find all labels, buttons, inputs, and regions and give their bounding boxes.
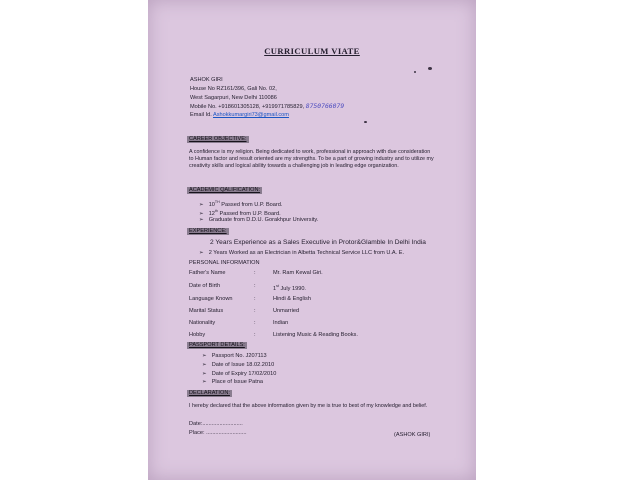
declaration-text: I hereby declared that the above information given by me is true to best of my knowledge and belief. [189,403,428,409]
address-line-2: West Sagarpuri, New Delhi 110086 [190,95,277,101]
experience-heading: EXPERIENCE: [189,228,227,234]
date-line: Date:.......................... [189,421,243,427]
arrow-bullet-icon: ➢ [199,210,204,217]
ink-smudge [428,67,432,70]
career-objective-text: A confidence is my religion. Being dedicated to work, professional in approach with due consideration to Human factor and result oriented are my strengths. To be a part of growing industry and to utilize my creativity skills and logical ability towards a challenging job in leading edge organization. [189,149,434,170]
passport-item: ➢ Passport No. J207113 [202,353,267,359]
mobile-line [190,103,344,111]
document-title: CURRICULUM VIATE [264,46,360,56]
email-label: Email Id. [190,112,212,118]
personal-row: Father's Name : Mr. Ram Kewal Giri. [189,270,323,276]
ink-smudge [364,121,367,123]
arrow-bullet-icon: ➢ [202,353,207,359]
arrow-bullet-icon: ➢ [199,201,204,208]
arrow-bullet-icon: ➢ [202,362,207,368]
resume-page [148,0,476,480]
place-line: Place: .......................... [189,430,247,436]
academic-item: ➢ 10TH Passed from U.P. Board. [199,200,283,208]
ink-smudge [414,71,416,73]
passport-item: ➢ Date of Expiry 17/02/2010 [202,371,277,377]
mobile-numbers: Mobile No. +918601305128, +919971785829, [190,104,305,110]
email-link[interactable]: Ashokkumargiri73@gmail.com [213,112,289,118]
arrow-bullet-icon: ➢ [202,371,207,377]
personal-row: Nationality : Indian [189,320,289,326]
passport-heading: PASSPORT DETAILS: [189,342,245,348]
arrow-bullet-icon: ➢ [199,217,204,223]
personal-info-heading: PERSONAL INFORMATION [189,260,260,266]
career-objective-heading: CAREER OBJECTIVE: [189,136,247,142]
academic-heading: ACADEMIC QALIFICATION: [189,187,261,193]
arrow-bullet-icon: ➢ [202,379,207,385]
academic-item: ➢ 12th Passed from U.P. Board. [199,209,281,217]
address-line-1: House No RZ161/396, Gali No. 02, [190,86,277,92]
experience-item: ➢ 2 Years Worked as an Electrician in Albetta Technical Service LLC from U.A. E. [199,250,405,256]
arrow-bullet-icon: ➢ [199,250,204,256]
handwritten-mobile: 8750766079 [305,102,345,110]
academic-item: ➢ Graduate from D.D.U. Gorakhpur University. [199,217,319,223]
personal-row: Date of Birth : 1st July 1990. [189,283,306,292]
signature: (ASHOK GIRI) [394,432,431,438]
experience-item: 2 Years Experience as a Sales Executive in Protor&Glamble In Delhi India [210,239,426,246]
email-line [190,112,289,119]
personal-row: Marital Status : Unmarried [189,308,300,314]
declaration-heading: DECLARATION: [189,390,230,396]
passport-item: ➢ Place of Issue Patna [202,379,263,385]
passport-item: ➢ Date of Issue 18.02.2010 [202,362,275,368]
applicant-name: ASHOK GIRI [190,77,223,83]
personal-row: Language Known : Hindi & English [189,296,311,302]
personal-row: Hobby : Listening Music & Reading Books. [189,332,358,338]
